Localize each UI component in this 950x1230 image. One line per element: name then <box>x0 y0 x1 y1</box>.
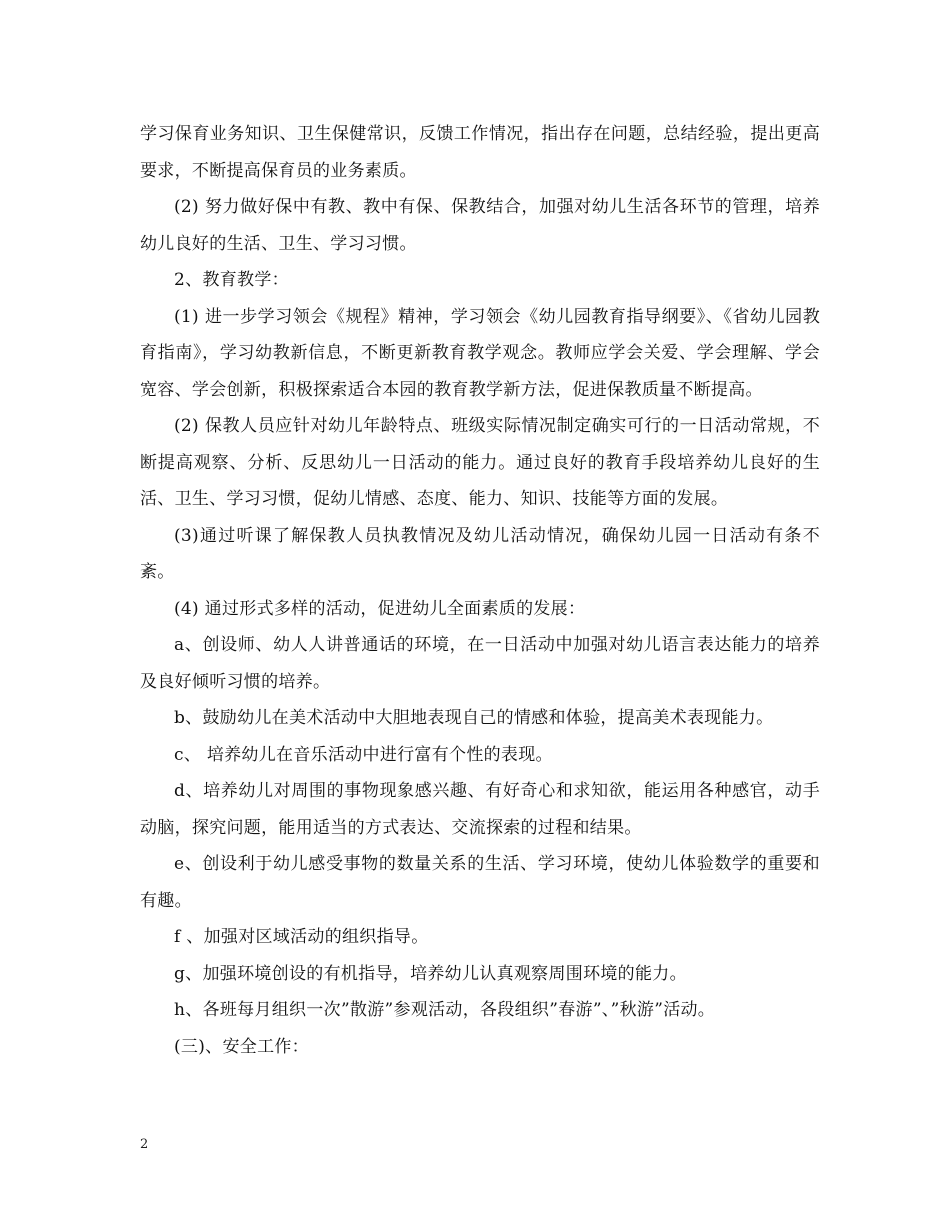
paragraph: 学习保育业务知识、卫生保健常识，反馈工作情况，指出存在问题，总结经验，提出更高要求，不断提高保育员的业务素质。 <box>140 124 820 181</box>
section-heading: 2、教育教学： <box>174 270 289 290</box>
paragraph: (2) 保教人员应针对幼儿年龄特点、班级实际情况制定确实可行的一日活动常规，不断提高观察、分析、反思幼儿一日活动的能力。通过良好的教育手段培养幼儿良好的生活、卫生、学习习惯，促幼儿情感、态度、能力、知识、技能等方面的发展。 <box>140 416 820 509</box>
page-number: 2 <box>140 1137 149 1152</box>
paragraph: (1) 进一步学习领会《规程》精神，学习领会《幼儿园教育指导纲要》、《省幼儿园教育指南》，学习幼教新信息，不断更新教育教学观念。教师应学会关爱、学会理解、学会宽容、学会创新，积极探索适合本园的教育教学新方法，促进保教质量不断提高。 <box>140 306 820 400</box>
list-item: d、培养幼儿对周围的事物现象感兴趣、有好奇心和求知欲，能运用各种感官，动手动脑，探究问题，能用适当的方式表达、交流探索的过程和结果。 <box>140 781 820 838</box>
list-item: f 、加强对区域活动的组织指导。 <box>174 927 429 947</box>
list-item: c、 培养幼儿在音乐活动中进行富有个性的表现。 <box>174 744 553 765</box>
list-item: g、加强环境创设的有机指导，培养幼儿认真观察周围环境的能力。 <box>174 963 687 984</box>
list-item: b、鼓励幼儿在美术活动中大胆地表现自己的情感和体验，提高美术表现能力。 <box>174 708 774 728</box>
list-item: e、创设利于幼儿感受事物的数量关系的生活、学习环境，使幼儿体验数学的重要和有趣。 <box>140 854 820 911</box>
list-item: a、创设师、幼人人讲普通话的环境，在一日活动中加强对幼儿语言表达能力的培养及良好倾听习惯的培养。 <box>140 635 820 692</box>
paragraph: (4) 通过形式多样的活动，促进幼儿全面素质的发展： <box>174 598 586 619</box>
document-body <box>140 116 820 1065</box>
section-heading: (三)、安全工作： <box>174 1036 309 1057</box>
list-item: h、各班每月组织一次”散游”参观活动，各段组织”春游”、”秋游”活动。 <box>174 1000 716 1020</box>
paragraph: (2) 努力做好保中有教、教中有保、保教结合，加强对幼儿生活各环节的管理，培养幼儿良好的生活、卫生、学习习惯。 <box>140 197 820 254</box>
paragraph: (3)通过听课了解保教人员执教情况及幼儿活动情况，确保幼儿园一日活动有条不紊。 <box>140 525 820 582</box>
